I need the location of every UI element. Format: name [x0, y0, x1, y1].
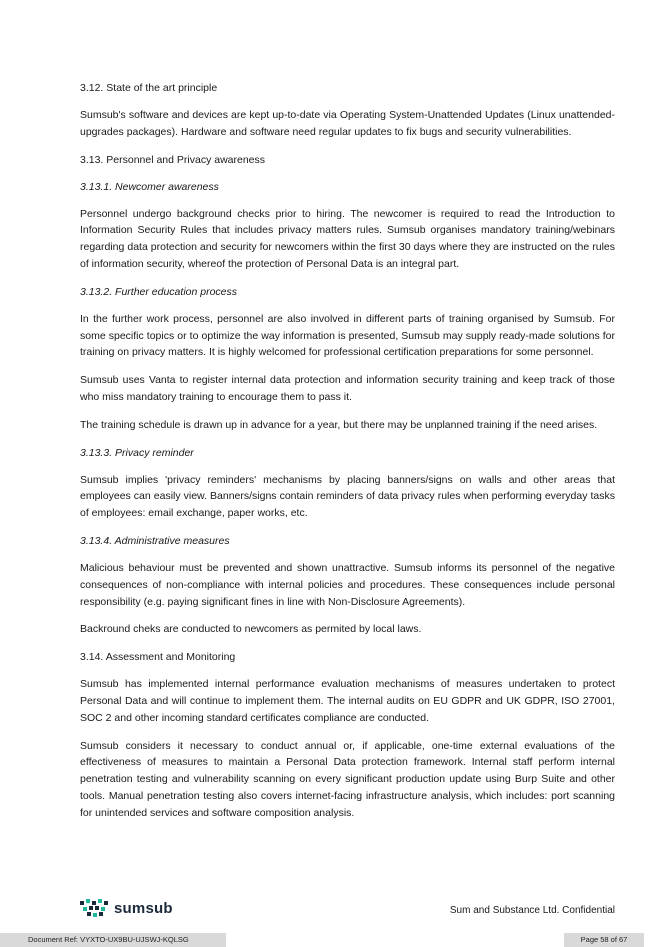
logo-wordmark: sumsub: [114, 899, 173, 917]
document-footer-bar: [0, 933, 670, 947]
subheading-3-13-1: 3.13.1. Newcomer awareness: [80, 180, 219, 193]
paragraph: Sumsub has implemented internal performance evaluation mechanisms of measures undertaken to protect Personal Data and will continue to implement them. The internal audits on EU GDPR and UK GDPR, ISO 27001, SOC 2 and other incoming standard certificates compliance are conducted.: [80, 678, 615, 724]
subheading-3-13-4: 3.13.4. Administrative measures: [80, 534, 230, 547]
paragraph: Sumsub's software and devices are kept up-to-date via Operating System-Unattended Updates (Linux unattended-upgrades packages). Hardware and software need regular updates to fix bugs and security vulnerabilities.: [80, 109, 615, 138]
page-number: Page 58 of 67: [564, 933, 644, 947]
paragraph: Sumsub implies 'privacy reminders' mechanisms by placing banners/signs on walls and other areas that employees can easily view. Banners/signs contain reminders of data privacy rules when performing everyday tasks of employees: email exchange, paper works, etc.: [80, 473, 615, 520]
paragraph: Sumsub considers it necessary to conduct annual or, if applicable, one-time external evaluations of the effectiveness of measures to maintain a Personal Data protection framework. Internal staff perform internal penetration testing and vulnerability scanning on every significant production update using Burp Suite and other tools. Manual penetration testing also covers internet-facing infrastructure analysis, which includes: port scanning for unintended services and software composition analysis.: [80, 739, 615, 819]
paragraph: Backround cheks are conducted to newcomers as permited by local laws.: [80, 623, 422, 636]
subheading-3-13-3: 3.13.3. Privacy reminder: [80, 446, 194, 459]
paragraph: In the further work process, personnel are also involved in different parts of training organised by Sumsub. For some specific topics or to optimize the way information is presented, Sumsub may supply ready-made solutions for training on privacy matters. It is highly welcomed for professional certification preparations for some personnel.: [80, 312, 615, 359]
company-confidential: Sum and Substance Ltd. Confidential: [449, 905, 615, 916]
heading-3-12: 3.12. State of the art principle: [80, 82, 218, 94]
paragraph: Malicious behaviour must be prevented and shown unattractive. Sumsub informs its personnel of the negative consequences of non-compliance with internal policies and procedures. These consequences include personal responsibility (e.g. paying significant fines in line with Non-Disclosure Agreements).: [80, 561, 615, 608]
document-reference: Document Ref: VYXTO-UX9BU-UJSWJ-KQLSG: [0, 933, 226, 947]
sumsub-logo-icon: [80, 899, 108, 917]
subheading-3-13-2: 3.13.2. Further education process: [80, 285, 238, 298]
paragraph: Sumsub uses Vanta to register internal data protection and information security training and keep track of those who miss mandatory training to encourage them to pass it.: [80, 374, 615, 403]
document-body: [80, 80, 615, 833]
paragraph: The training schedule is drawn up in advance for a year, but there may be unplanned training if the need arises.: [80, 418, 598, 431]
heading-3-13: 3.13. Personnel and Privacy awareness: [80, 153, 266, 166]
sumsub-logo: [80, 899, 173, 917]
paragraph: Personnel undergo background checks prior to hiring. The newcomer is required to read the Introduction to Information Security Rules that includes privacy matters rules. Sumsub organises mandatory training/webinars regarding data protection and security for newcomers within the first 30 days where they are instructed on the rules of information security, whereof the protection of Personal Data is an integral part.: [80, 207, 615, 270]
heading-3-14: 3.14. Assessment and Monitoring: [80, 651, 236, 664]
